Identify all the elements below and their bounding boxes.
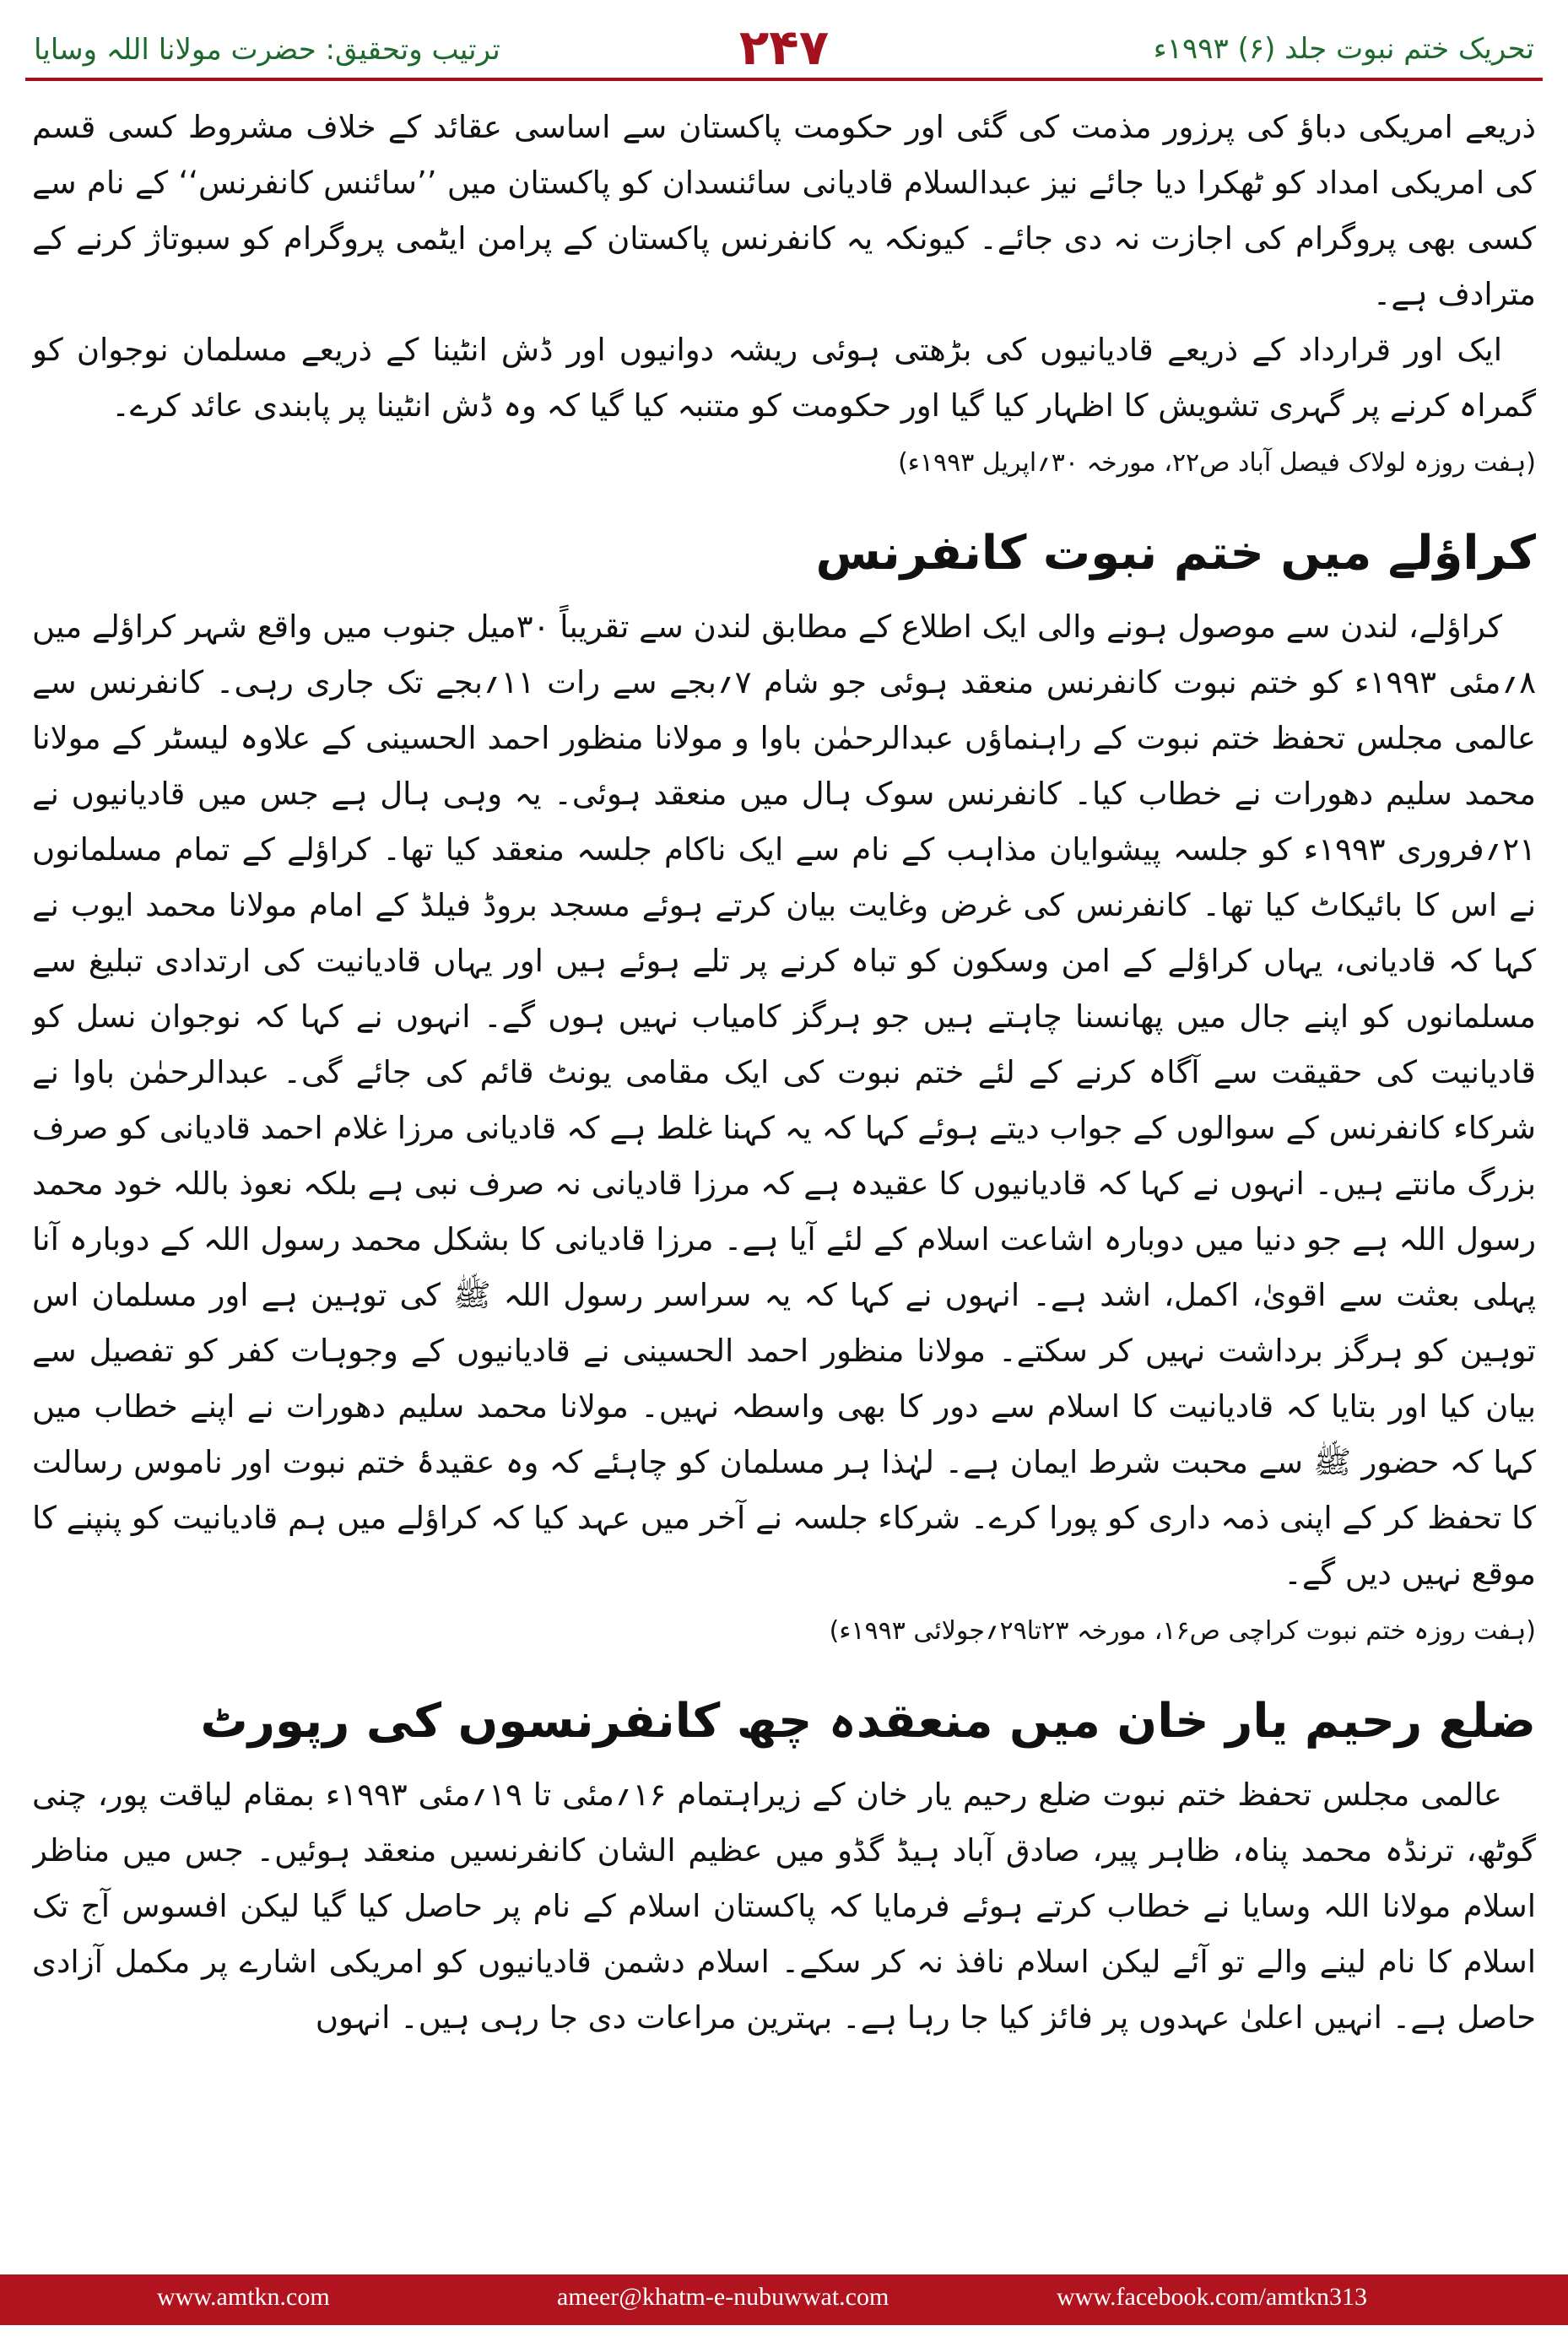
book-title: تحریک ختم نبوت جلد (۶) ۱۹۹۳ء xyxy=(1153,32,1534,66)
paragraph-resolution-1: ذریعے امریکی دباؤ کی پرزور مذمت کی گئی اور حکومت پاکستان سے اساسی عقائد کے خلاف مشروط کسی قسم کی امریکی امداد کو ٹھکرا دیا جائے نیز عبدالسلام قادیانی سائنسدان کو پاکستان میں ’’سائنس کانفرنس‘‘ کے نام سے کسی بھی پروگرام کی اجازت نہ دی جائے۔ کیونکہ یہ کانفرنس پاکستان کے پرامن ایٹمی پروگرام کو سبوتاژ کرنے کے مترادف ہے۔ xyxy=(32,109,1536,312)
paragraph-rahim-yar-khan: عالمی مجلس تحفظ ختم نبوت ضلع رحیم یار خان کے زیراہتمام ۱۶؍مئی تا ۱۹؍مئی ۱۹۹۳ء بمقام لیاقت پور، چنی گوٹھ، ترنڈہ محمد پناہ، ظاہر پیر، صادق آباد ہیڈ گڈو میں عظیم الشان کانفرنسیں منعقد ہوئیں۔ جس میں مناظر اسلام مولانا اللہ وسایا نے خطاب کرتے ہوئے فرمایا کہ پاکستان اسلام کے نام پر حاصل کیا گیا لیکن افسوس آج تک اسلام کا نام لینے والے تو آئے لیکن اسلام نافذ نہ کر سکے۔ اسلام دشمن قادیانیوں کو امریکی اشارے پر مکمل آزادی حاصل ہے۔ انہیں اعلیٰ عہدوں پر فائز کیا جا رہا ہے۔ بہترین مراعات دی جا رہی ہیں۔ انہوں xyxy=(32,1777,1536,2036)
compiler-credit: ترتیب وتحقیق: حضرت مولانا اللہ وسایا xyxy=(34,33,500,67)
page-header xyxy=(0,0,1568,80)
footer-email-link[interactable]: ameer@khatm-e-nubuwwat.com xyxy=(557,2283,889,2311)
citation-1: (ہفت روزہ لولاک فیصل آباد ص۲۲، مورخہ ۳۰؍اپریل ۱۹۹۳ء) xyxy=(898,448,1536,478)
citation-2: (ہفت روزہ ختم نبوت کراچی ص۱۶، مورخہ ۲۳تا۲۹؍جولائی ۱۹۹۳ء) xyxy=(829,1616,1536,1646)
paragraph-crawley-conference: کراؤلے، لندن سے موصول ہونے والی ایک اطلاع کے مطابق لندن سے تقریباً ۳۰میل جنوب میں واقع شہر کراؤلے میں ۸؍مئی ۱۹۹۳ء کو ختم نبوت کانفرنس منعقد ہوئی جو شام ۷؍بجے سے رات ۱۱؍بجے تک جاری رہی۔ کانفرنس سے عالمی مجلس تحفظ ختم نبوت کے راہنماؤں عبدالرحمٰن باوا و مولانا منظور احمد الحسینی کے علاوہ لیسٹر کے مولانا محمد سلیم دھورات نے خطاب کیا۔ کانفرنس سوک ہال میں منعقد ہوئی۔ یہ وہی ہال ہے جس میں قادیانیوں نے ۲۱؍فروری ۱۹۹۳ء کو جلسہ پیشوایان مذاہب کے نام سے ایک ناکام جلسہ منعقد کیا تھا۔ کراؤلے کے تمام مسلمانوں نے اس کا بائیکاٹ کیا تھا۔ کانفرنس کی غرض وغایت بیان کرتے ہوئے مسجد بروڈ فیلڈ کے امام مولانا محمد ایوب نے کہا کہ قادیانی، یہاں کراؤلے کے امن وسکون کو تباہ کرنے پر تلے ہوئے ہیں اور یہاں قادیانیت کی ارتدادی تبلیغ سے مسلمانوں کو اپنے جال میں پھانسنا چاہتے ہیں جو ہرگز کامیاب نہیں ہوں گے۔ انہوں نے کہا کہ نوجوان نسل کو قادیانیت کی حقیقت سے آگاہ کرنے کے لئے ختم نبوت کی ایک مقامی یونٹ قائم کی جائے گی۔ عبدالرحمٰن باوا نے شرکاء کانفرنس کے سوالوں کے جواب دیتے ہوئے کہا کہ یہ کہنا غلط ہے کہ قادیانی مرزا غلام احمد قادیانی کو صرف بزرگ مانتے ہیں۔ انہوں نے کہا کہ قادیانیوں کا عقیدہ ہے کہ مرزا قادیانی نہ صرف نبی ہے بلکہ نعوذ باللہ خود محمد رسول اللہ ہے جو دنیا میں دوبارہ اشاعت اسلام کے لئے آیا ہے۔ مرزا قادیانی کا بشکل محمد رسول اللہ کے دوبارہ آنا پہلی بعثت سے اقویٰ، اکمل، اشد ہے۔ انہوں نے کہا کہ یہ سراسر رسول اللہ ﷺ کی توہین ہے اور مسلمان اس توہین کو ہرگز برداشت نہیں کر سکتے۔ مولانا منظور احمد الحسینی نے قادیانیوں کے وجوہات کفر کو تفصیل سے بیان کیا اور بتایا کہ قادیانیت کا اسلام سے دور کا بھی واسطہ نہیں۔ مولانا محمد سلیم دھورات نے اپنے خطاب میں کہا کہ حضور ﷺ سے محبت شرط ایمان ہے۔ لہٰذا ہر مسلمان کو چاہئے کہ وہ عقیدۂ ختم نبوت اور ناموس رسالت کا تحفظ کر کے اپنی ذمہ داری کو پورا کرے۔ شرکاء جلسہ نے آخر میں عہد کیا کہ کراؤلے میں ہم قادیانیت کو پنپنے کا موقع نہیں دیں گے۔ xyxy=(32,608,1536,1592)
page-footer xyxy=(0,2274,1568,2325)
footer-website-link[interactable]: www.amtkn.com xyxy=(157,2283,330,2311)
page-number: ۲۴۷ xyxy=(738,19,830,76)
paragraph-resolution-2: ایک اور قرارداد کے ذریعے قادیانیوں کی بڑھتی ہوئی ریشہ دوانیوں اور ڈش انٹینا کے ذریعے مسلمان نوجوان کو گمراہ کرنے پر گہری تشویش کا اظہار کیا گیا اور حکومت کو متنبہ کیا گیا کہ وہ ڈش انٹینا پر پابندی عائد کرے۔ xyxy=(32,332,1536,424)
section-heading-crawley: کراؤلے میں ختم نبوت کانفرنس xyxy=(815,526,1536,581)
header-divider xyxy=(25,78,1543,81)
section-heading-rahim-yar-khan: ضلع رحیم یار خان میں منعقدہ چھ کانفرنسوں کی رپورٹ xyxy=(200,1694,1536,1749)
page-body xyxy=(32,100,1536,2243)
footer-facebook-link[interactable]: www.facebook.com/amtkn313 xyxy=(1057,2283,1367,2311)
